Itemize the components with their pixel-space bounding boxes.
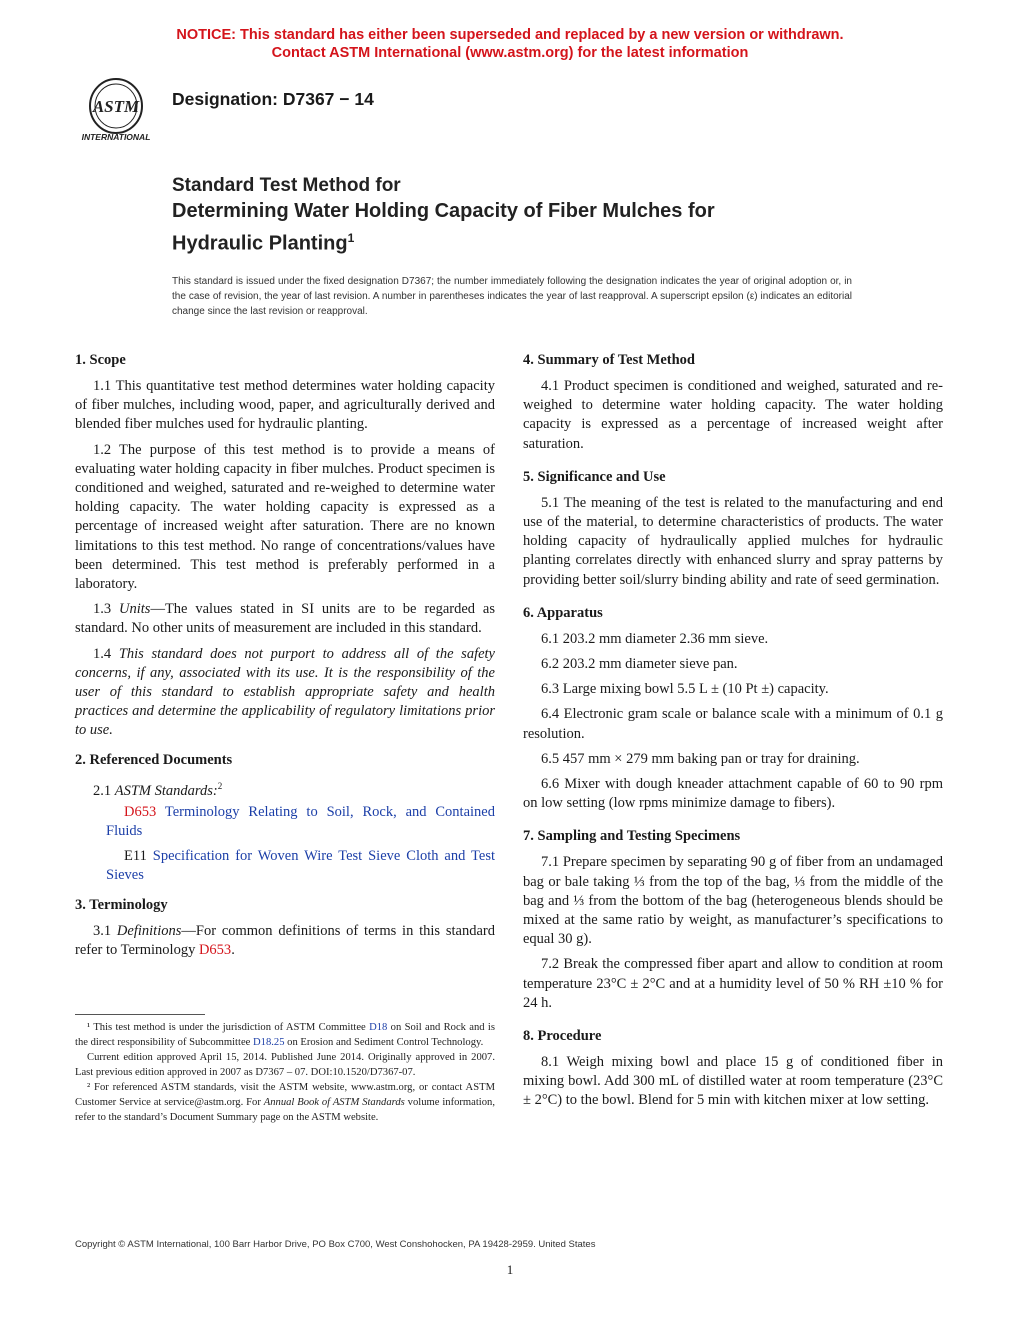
reference-title-link[interactable]: Specification for Woven Wire Test Sieve Cloth and Test Sieves xyxy=(106,848,495,884)
paragraph: 7.2 Break the compressed fiber apart and allow to condition at room temperature 23°C ± 2°C and at a humidity level of 50 % RH ±10 % for 24 h. xyxy=(523,956,943,1011)
section-heading: 7. Sampling and Testing Specimens xyxy=(523,828,741,845)
section-heading: 1. Scope xyxy=(75,352,126,368)
section-procedure xyxy=(523,1027,943,1111)
footnotes xyxy=(75,1020,495,1125)
paragraph: 6.5 457 mm × 279 mm baking pan or tray for draining. xyxy=(541,750,860,767)
paragraph: 5.1 The meaning of the test is related to the manufacturing and end use of the material, to determine characteristics of products. The water holding capacity of hydraulically applied mulches for hydraulic planting correlates directly with enhanced slurry and spray patterns by providing better soil/slurry binding ability and rate of seed germination. xyxy=(523,494,943,588)
paragraph: 1.3 Units—The values stated in SI units are to be regarded as standard. No other units of measurement are included in this standard. xyxy=(75,601,495,637)
footnote-1: ¹ This test method is under the jurisdiction of ASTM Committee D18 on Soil and Rock and is the direct responsibility of Subcommittee D18.25 on Erosion and Sediment Control Technology. xyxy=(75,1022,495,1048)
copyright: Copyright © ASTM International, 100 Barr Harbor Drive, PO Box C700, West Conshohocken, PA 19428-2959. United States xyxy=(75,1239,596,1250)
document-title xyxy=(172,174,872,258)
section-summary xyxy=(523,351,943,454)
section-heading: 6. Apparatus xyxy=(523,604,603,621)
paragraph: 6.6 Mixer with dough kneader attachment capable of 60 to 90 rpm on low setting (low rpms minimize damage to fibers). xyxy=(523,776,943,812)
paragraph: 6.1 203.2 mm diameter 2.36 mm sieve. xyxy=(541,630,769,647)
section-heading: 8. Procedure xyxy=(523,1028,602,1045)
footnote-edition: Current edition approved April 15, 2014. Published June 2014. Originally approved in 2007. Last previous edition approved in 2007 as D7367 – 07. DOI:10.1520/D7367-07. xyxy=(75,1052,495,1078)
terminology-link[interactable]: D653 xyxy=(198,941,232,958)
section-significance xyxy=(523,468,943,590)
title-line-3: Hydraulic Planting xyxy=(172,232,348,255)
paragraph: 4.1 Product specimen is conditioned and weighed, saturated and re-weighed to determine water holding capacity. The water holding capacity is expressed as a percentage of increased weight after saturation. xyxy=(523,378,943,452)
notice-line-1: NOTICE: This standard has either been superseded and replaced by a new version or withdrawn. xyxy=(176,27,844,43)
section-terminology xyxy=(75,896,495,960)
paragraph: 1.2 The purpose of this test method is to provide a means of evaluating water holding capacity in fiber mulches. Product specimen is conditioned and weighed, saturated and re-weighed to determine water holding capacity. The water holding capacity is expressed as a percentage of increased weight after saturation. There are no known limitations to this test method. No range of concentrations/values have been determined. This test method is preferably performed in a laboratory. xyxy=(75,441,495,593)
paragraph: 1.4 This standard does not purport to address all of the safety concerns, if any, associated with its use. It is the responsibility of the user of this standard to establish appropriate safety and health practices and determine the applicability of regulatory limitations prior to use. xyxy=(75,645,495,739)
reference-code: E11 xyxy=(124,848,147,865)
page-number: 1 xyxy=(506,1262,514,1277)
left-column xyxy=(75,351,495,970)
section-scope xyxy=(75,351,495,741)
right-column xyxy=(523,351,943,1121)
title-line-1: Standard Test Method for xyxy=(172,175,401,196)
paragraph: 6.3 Large mixing bowl 5.5 L ± (10 Pt ±) capacity. xyxy=(541,681,829,698)
footnote-2: ² For referenced ASTM standards, visit the ASTM website, www.astm.org, or contact ASTM Customer Service at service@astm.org. For Annual Book of ASTM Standards volume information, refer to the standard’s Document Summary page on the ASTM website. xyxy=(75,1082,495,1123)
section-heading: 2. Referenced Documents xyxy=(75,751,233,768)
paragraph: 7.1 Prepare specimen by separating 90 g of fiber from an undamaged bag or bale taking ⅓ from the top of the bag, ⅓ from the middle of the bag and ⅓ from the bottom of the bag (heterogeneous blends should be mixed at the same ratio by weight, as manufacturer’s specifications to equal 30 g). xyxy=(523,854,943,948)
paragraph: 6.2 203.2 mm diameter sieve pan. xyxy=(541,656,738,673)
reference-code-link[interactable]: D653 xyxy=(124,803,157,820)
astm-logo xyxy=(72,74,162,146)
section-heading: 3. Terminology xyxy=(75,896,168,913)
section-heading: 4. Summary of Test Method xyxy=(523,352,695,368)
paragraph: 3.1 Definitions—For common definitions of terms in this standard refer to Terminology D653. xyxy=(75,922,495,958)
reference-item[interactable] xyxy=(75,803,495,841)
committee-link[interactable]: D18 xyxy=(369,1022,388,1033)
paragraph: 6.4 Electronic gram scale or balance scale with a minimum of 0.1 g resolution. xyxy=(523,706,943,742)
withdrawal-notice xyxy=(0,26,1020,62)
issuance-note: This standard is issued under the fixed designation D7367; the number immediately following the designation indicates the year of original adoption or, in the case of revision, the year of last revision. A number in parentheses indicates the year of last reapproval. A superscript epsilon (ε) indicates an editorial change since the last revision or reapproval. xyxy=(172,276,852,317)
reference-item[interactable] xyxy=(75,847,495,885)
svg-text:ASTM: ASTM xyxy=(92,97,140,116)
section-referenced-documents xyxy=(75,751,495,886)
reference-title-link[interactable]: Terminology Relating to Soil, Rock, and Contained Fluids xyxy=(106,803,495,839)
subcommittee-link[interactable]: D18.25 xyxy=(253,1037,285,1048)
designation: Designation: D7367 − 14 xyxy=(172,89,374,109)
paragraph: 2.1 ASTM Standards:$^2$ xyxy=(93,780,223,799)
section-heading: 5. Significance and Use xyxy=(523,468,666,485)
title-line-2: Determining Water Holding Capacity of Fiber Mulches for xyxy=(172,200,715,222)
section-apparatus xyxy=(523,604,943,814)
section-sampling xyxy=(523,827,943,1013)
notice-line-2: Contact ASTM International (www.astm.org) for the latest information xyxy=(271,45,749,61)
paragraph: 8.1 Weigh mixing bowl and place 15 g of conditioned fiber in mixing bowl. Add 300 mL of distilled water at room temperature (23°C ± 2°C) to the bowl. Blend for 5 min with kitchen mixer at low setting. xyxy=(523,1054,943,1109)
footnote-divider xyxy=(75,1014,205,1015)
svg-text:INTERNATIONAL: INTERNATIONAL xyxy=(81,132,151,142)
title-footnote-mark: 1 xyxy=(347,231,355,245)
paragraph: 1.1 This quantitative test method determines water holding capacity of fiber mulches, including wood, paper, and agriculturally derived and blended fiber mulches used for hydraulic planting. xyxy=(75,378,495,433)
